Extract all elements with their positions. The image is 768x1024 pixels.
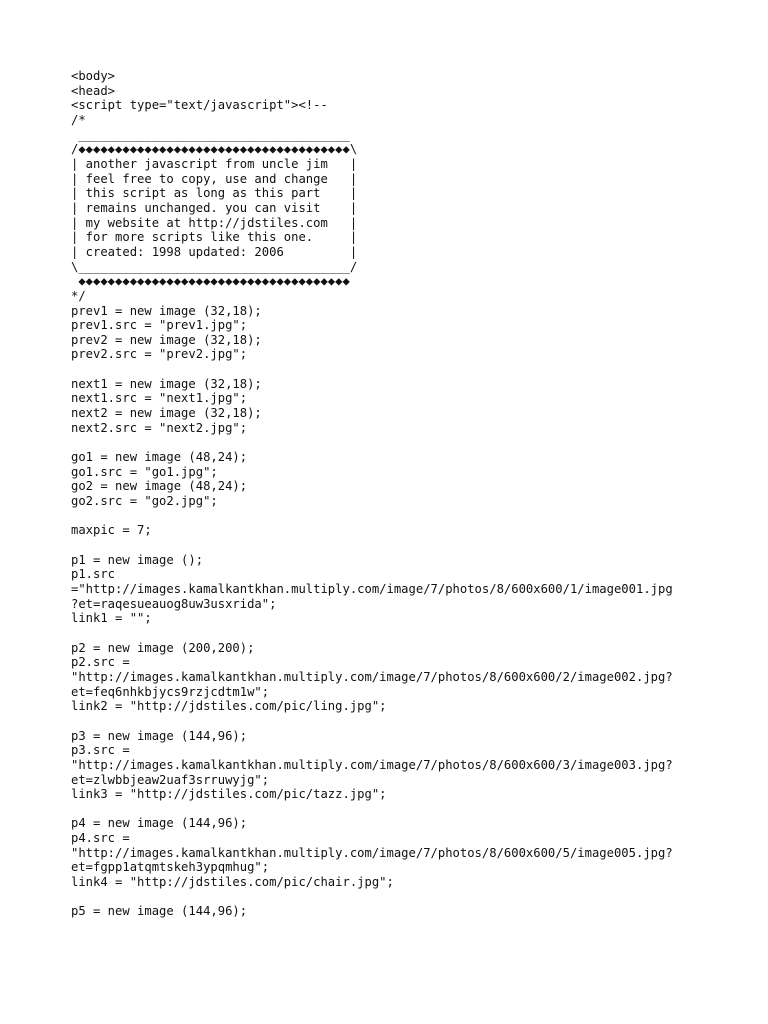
code-line (71, 714, 751, 729)
code-line: et=zlwbbjeaw2uaf3srruwyjg"; (71, 772, 270, 787)
code-line (71, 538, 751, 553)
code-line: go2 = new image (48,24); (71, 479, 248, 494)
code-line: p3 = new image (144,96); (71, 728, 248, 743)
code-line (71, 509, 751, 524)
code-line: "http://images.kamalkantkhan.multiply.com/image/7/photos/8/600x600/5/image005.jpg? (71, 845, 673, 860)
code-line: link2 = "http://jdstiles.com/pic/ling.jpg"; (71, 699, 387, 714)
code-line: next2 = new image (32,18); (71, 406, 262, 421)
code-line: go1 = new image (48,24); (71, 450, 248, 465)
code-line (71, 435, 751, 450)
code-line (71, 626, 751, 641)
code-line: | this script as long as this part | (71, 186, 358, 201)
code-line: next1.src = "next1.jpg"; (71, 391, 248, 406)
code-line: | feel free to copy, use and change | (71, 171, 358, 186)
code-line: _____________________________________ (71, 127, 350, 142)
code-line: p2.src = (71, 655, 130, 670)
code-line: | another javascript from uncle jim | (71, 156, 358, 171)
code-line (71, 362, 751, 377)
code-line (71, 890, 751, 905)
code-line: link3 = "http://jdstiles.com/pic/tazz.jpg"; (71, 787, 387, 802)
code-line: next1 = new image (32,18); (71, 376, 262, 391)
code-line: "http://images.kamalkantkhan.multiply.com/image/7/photos/8/600x600/2/image002.jpg? (71, 669, 673, 684)
code-line: prev1.src = "prev1.jpg"; (71, 318, 248, 333)
code-line: link1 = ""; (71, 611, 152, 626)
code-line: <body> (71, 69, 116, 83)
code-line: "http://images.kamalkantkhan.multiply.com/image/7/photos/8/600x600/3/image003.jpg? (71, 757, 673, 772)
code-line: go1.src = "go1.jpg"; (71, 464, 218, 479)
code-line: /◆◆◆◆◆◆◆◆◆◆◆◆◆◆◆◆◆◆◆◆◆◆◆◆◆◆◆◆◆◆◆◆◆◆◆◆◆\ (71, 142, 358, 157)
code-line: p3.src = (71, 743, 130, 758)
code-line (71, 802, 751, 817)
code-line: prev2 = new image (32,18); (71, 332, 262, 347)
code-line: ◆◆◆◆◆◆◆◆◆◆◆◆◆◆◆◆◆◆◆◆◆◆◆◆◆◆◆◆◆◆◆◆◆◆◆◆◆ (71, 274, 350, 289)
code-line: link4 = "http://jdstiles.com/pic/chair.jpg"; (71, 875, 394, 890)
code-line: maxpic = 7; (71, 523, 152, 538)
code-line: | my website at http://jdstiles.com | (71, 215, 358, 230)
code-line: p4 = new image (144,96); (71, 816, 248, 831)
code-line: p5 = new image (144,96); (71, 904, 248, 919)
code-line: \_____________________________________/ (71, 259, 358, 274)
code-line: prev1 = new image (32,18); (71, 303, 262, 318)
code-line: p1 = new image (); (71, 552, 204, 567)
code-line: go2.src = "go2.jpg"; (71, 494, 218, 509)
code-line: | remains unchanged. you can visit | (71, 200, 358, 215)
document-page (71, 69, 751, 919)
code-line: p2 = new image (200,200); (71, 640, 255, 655)
code-line: | created: 1998 updated: 2006 | (71, 244, 358, 259)
code-line: /* (71, 112, 86, 127)
code-line: | for more scripts like this one. | (71, 230, 358, 245)
code-line: */ (71, 288, 86, 303)
code-line: next2.src = "next2.jpg"; (71, 420, 248, 435)
code-line: ?et=raqesueauog8uw3usxrida"; (71, 596, 277, 611)
code-line: <script type="text/javascript"><!-- (71, 98, 328, 113)
code-line: et=fgpp1atqmtskeh3ypqmhug"; (71, 860, 270, 875)
code-line: p1.src (71, 567, 116, 582)
code-line: et=feq6nhkbjycs9rzjcdtm1w"; (71, 684, 270, 699)
code-line: ="http://images.kamalkantkhan.multiply.com/image/7/photos/8/600x600/1/image001.jpg (71, 581, 673, 596)
code-line: prev2.src = "prev2.jpg"; (71, 347, 248, 362)
code-line: <head> (71, 83, 116, 98)
code-line: p4.src = (71, 831, 130, 846)
